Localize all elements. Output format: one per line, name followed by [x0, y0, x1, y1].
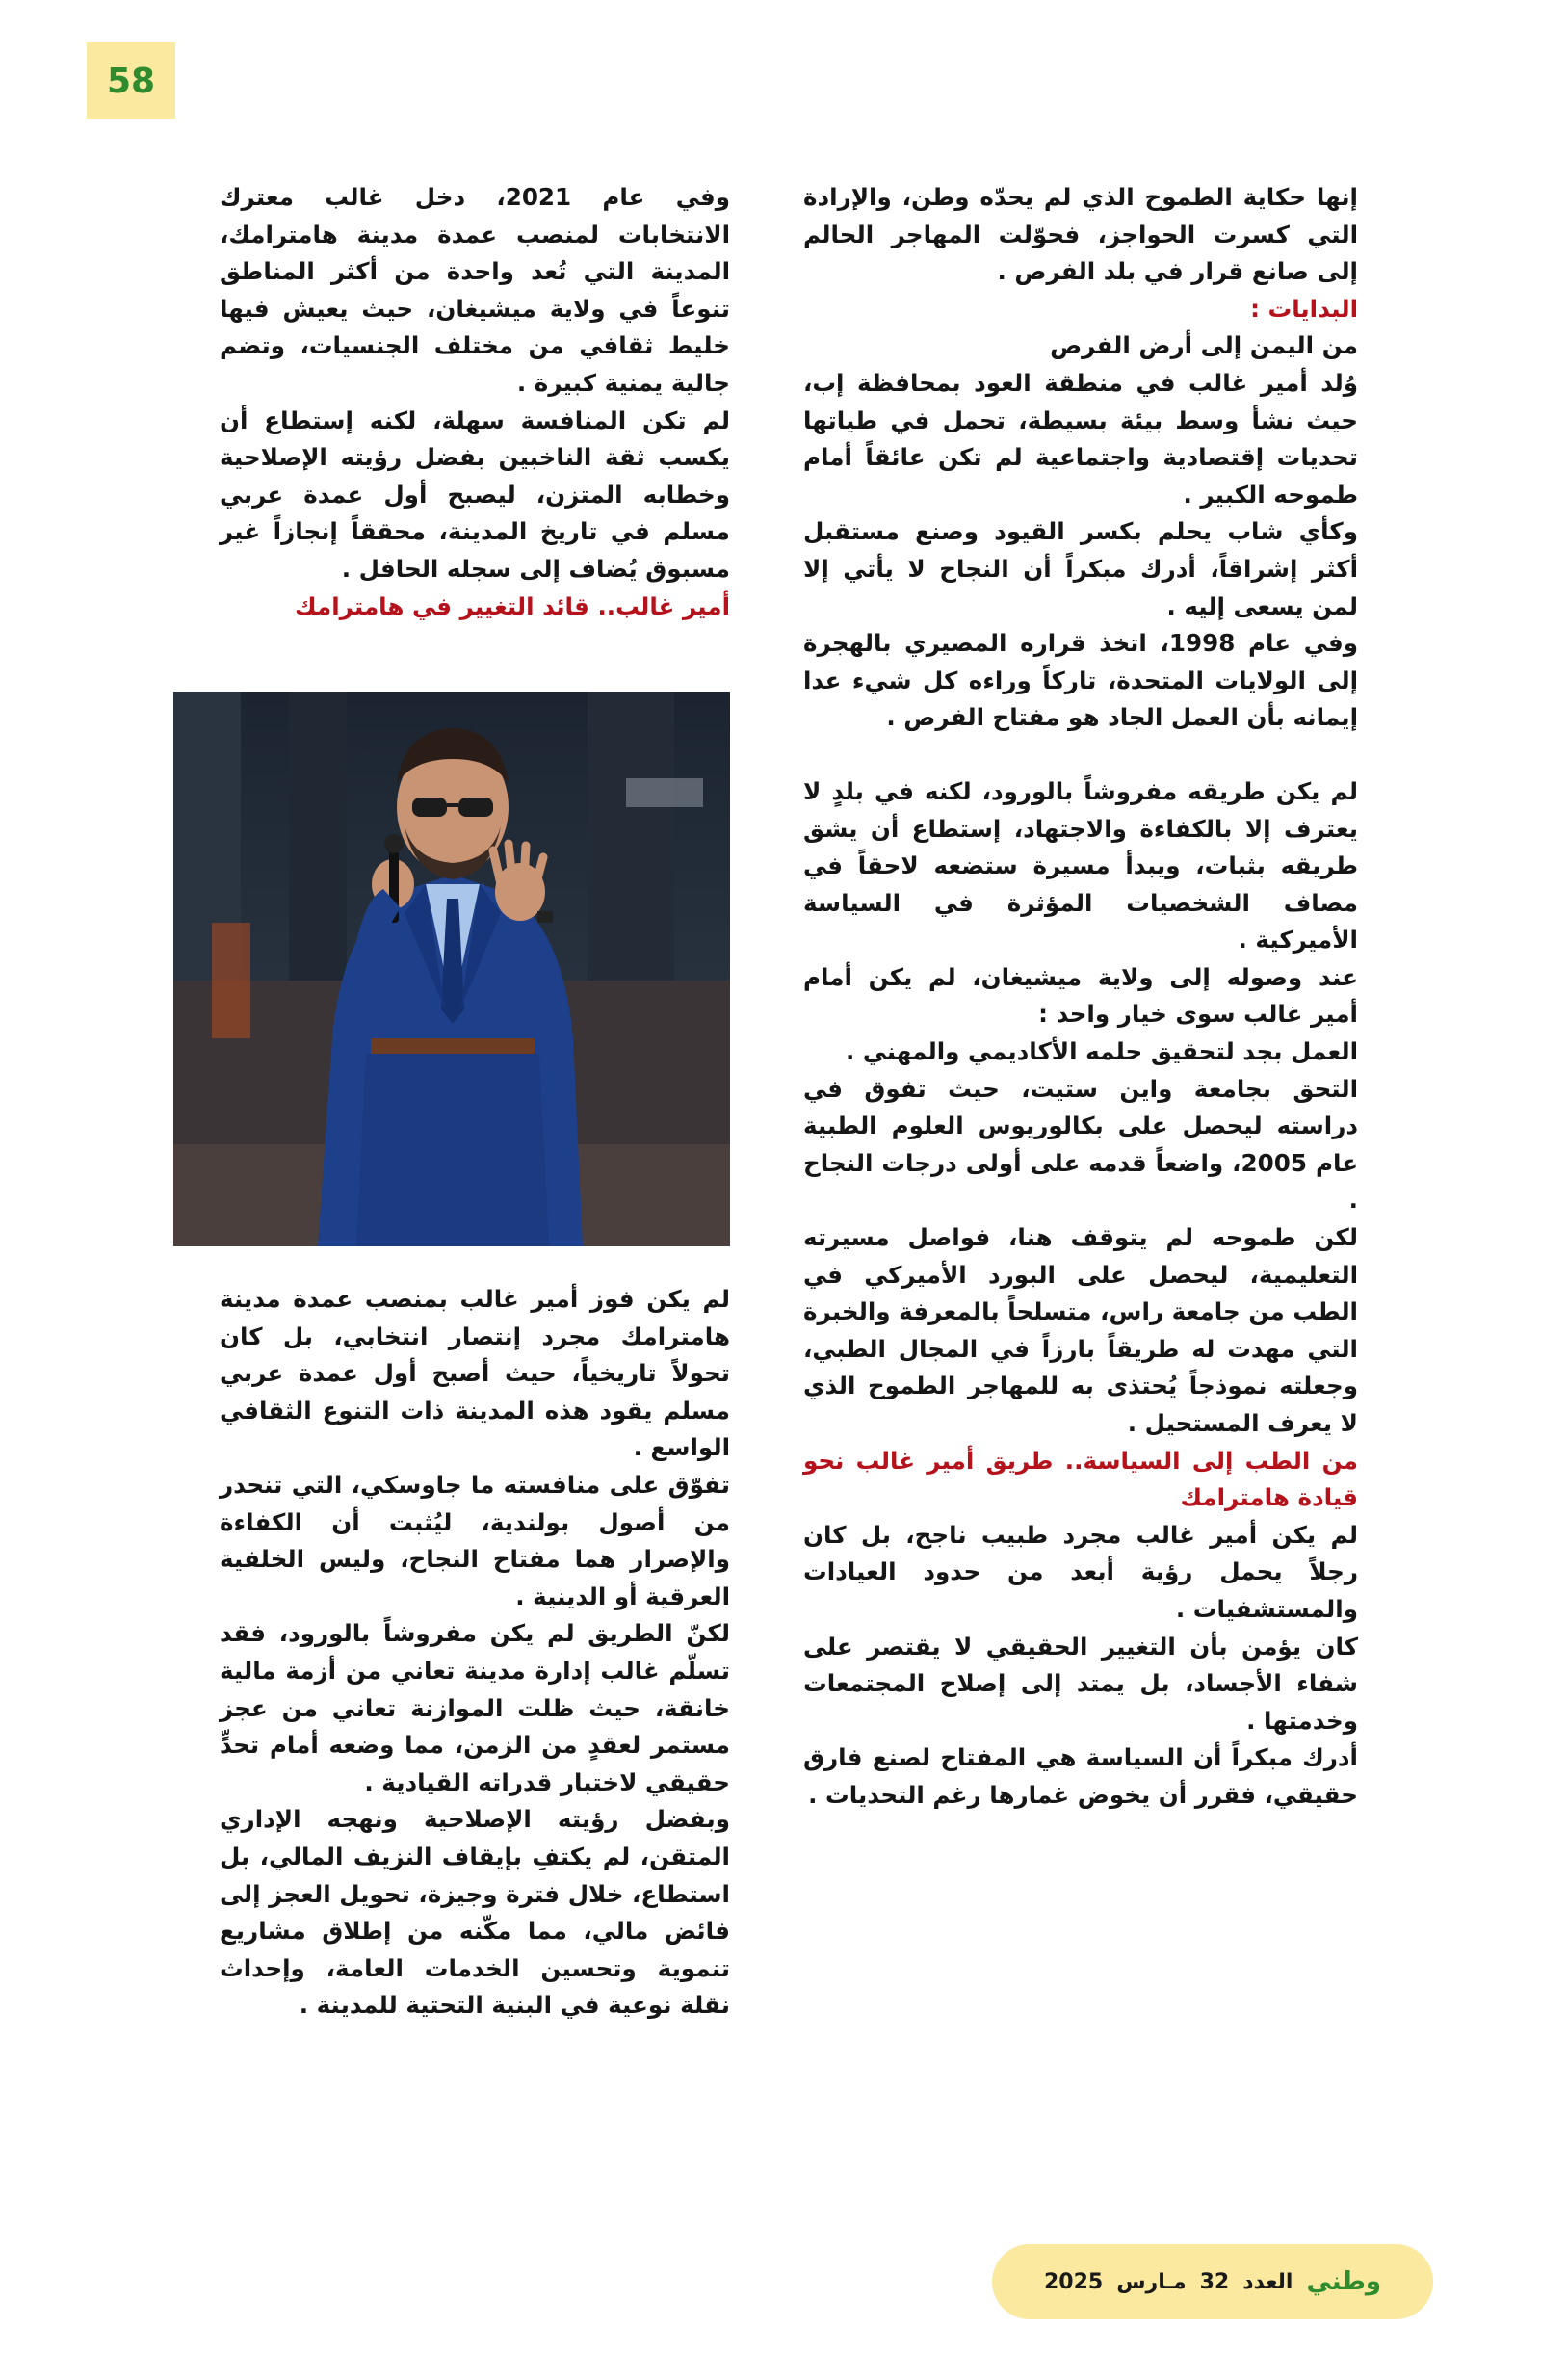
article-paragraph: التحق بجامعة واين ستيت، حيث تفوق في دراسته ليحصل على بكالوريوس العلوم الطبية عام 2005، واضعاً قدمه على أولى درجات النجاح .	[803, 1074, 1358, 1215]
article-column-left-bottom	[220, 1281, 730, 2025]
page-number: 58	[87, 42, 175, 119]
article-paragraph: أدرك مبكراً أن السياسة هي المفتاح لصنع فارق حقيقي، فقرر أن يخوض غمارها رغم التحديات .	[803, 1743, 1358, 1809]
issue-number: 32	[1199, 2269, 1230, 2294]
article-column-left-top	[220, 179, 730, 625]
mayor-photo	[173, 692, 730, 1246]
article-paragraph: من اليمن إلى أرض الفرص	[1050, 331, 1358, 360]
article-paragraph: لم يكن طريقه مفروشاً بالورود، لكنه في بلدٍ لا يعترف إلا بالكفاءة والاجتهاد، إستطاع أن يشق طريقه بثبات، ويبدأ مسيرة ستضعه لاحقاً في مصاف الشخصيات المؤثرة في السياسة الأميركية .	[803, 776, 1358, 955]
article-paragraph: وُلد أمير غالب في منطقة العود بمحافظة إب، حيث نشأ وسط بيئة بسيطة، تحمل في طياتها تحديات إقتصادية واجتماعية لم تكن عائقاً أمام طموحه الكبير .	[803, 368, 1358, 509]
article-column-right	[803, 179, 1358, 1815]
issue-month: مـارس	[1116, 2269, 1187, 2294]
issue-year: 2025	[1043, 2269, 1104, 2294]
article-paragraph: كان يؤمن بأن التغيير الحقيقي لا يقتصر على شفاء الأجساد، بل يمتد إلى إصلاح المجتمعات وخدمتها .	[803, 1632, 1358, 1735]
article-paragraph: لم يكن فوز أمير غالب بمنصب عمدة مدينة هامترامك مجرد إنتصار انتخابي، بل كان تحولاً تاريخياً، حيث أصبح أول عمدة عربي مسلم يقود هذه المدينة ذات التنوع الثقافي الواسع .	[220, 1285, 730, 1462]
article-paragraph: عند وصوله إلى ولاية ميشيغان، لم يكن أمام أمير غالب سوى خيار واحد :	[803, 962, 1358, 1029]
article-paragraph: تفوّق على منافسته ما جاوسكي، التي تنحدر من أصول بولندية، ليُثبت أن الكفاءة والإصرار هما مفتاح النجاح، وليس الخلفية العرقية أو الدينية .	[220, 1470, 730, 1610]
issue-footer	[992, 2244, 1433, 2319]
article-paragraph: إنها حكاية الطموح الذي لم يحدّه وطن، والإرادة التي كسرت الحواجز، فحوّلت المهاجر الحالم إلى صانع قرار في بلد الفرص .	[803, 183, 1358, 286]
magazine-brand: وطني	[1306, 2267, 1382, 2296]
issue-label: العدد	[1242, 2269, 1293, 2294]
article-paragraph: لم يكن أمير غالب مجرد طبيب ناجح، بل كان رجلاً يحمل رؤية أبعد من حدود العيادات والمستشفيات .	[803, 1520, 1358, 1623]
article-paragraph: لكن طموحه لم يتوقف هنا، فواصل مسيرته التعليمية، ليحصل على البورد الأميركي في الطب من جامعة راس، متسلحاً بالمعرفة والخبرة التي مهدت له طريقاً بارزاً في المجال الطبي، وجعلته نموذجاً يُحتذى به للمهاجر الطموح الذي لا يعرف المستحيل .	[803, 1223, 1358, 1437]
section-subheading: من الطب إلى السياسة.. طريق أمير غالب نحو قيادة هامترامك	[803, 1446, 1358, 1512]
article-paragraph: لم تكن المنافسة سهلة، لكنه إستطاع أن يكسب ثقة الناخبين بفضل رؤيته الإصلاحية وخطابه المتزن، ليصبح أول عمدة عربي مسلم في تاريخ المدينة، محققاً إنجازاً غير مسبوق يُضاف إلى سجله الحافل .	[220, 405, 730, 583]
article-paragraph: وفي عام 2021، دخل غالب معترك الانتخابات لمنصب عمدة مدينة هامترامك، المدينة التي تُعد واحدة من أكثر المناطق تنوعاً في ولاية ميشيغان، حيث يعيش فيها خليط ثقافي من مختلف الجنسيات، وتضم جالية يمنية كبيرة .	[220, 183, 730, 397]
article-paragraph: وبفضل رؤيته الإصلاحية ونهجه الإداري المتقن، لم يكتفِ بإيقاف النزيف المالي، بل استطاع، خلال فترة وجيزة، تحويل العجز إلى فائض مالي، مما مكّنه من إطلاق مشاريع تنموية وتحسين الخدمات العامة، وإحداث نقلة نوعية في البنية التحتية للمدينة .	[220, 1805, 730, 2020]
section-subheading: أمير غالب.. قائد التغيير في هامترامك	[295, 591, 730, 620]
article-paragraph: وكأي شاب يحلم بكسر القيود وصنع مستقبل أكثر إشراقاً، أدرك مبكراً أن النجاح لا يأتي إلا لمن يسعى إليه .	[803, 517, 1358, 620]
article-paragraph: لكنّ الطريق لم يكن مفروشاً بالورود، فقد تسلّم غالب إدارة مدينة تعاني من أزمة مالية خانقة، حيث ظلت الموازنة تعاني من عجز مستمر لعقدٍ من الزمن، مما وضعه أمام تحدٍّ حقيقي لاختبار قدراته القيادية .	[220, 1619, 730, 1796]
mayor-speaking-illustration	[173, 692, 730, 1246]
article-paragraph: وفي عام 1998، اتخذ قراره المصيري بالهجرة إلى الولايات المتحدة، تاركاً وراءه كل شيء عدا إيمانه بأن العمل الجاد هو مفتاح الفرص .	[803, 629, 1358, 732]
section-subheading: البدايات :	[1250, 294, 1358, 323]
article-paragraph: العمل بجد لتحقيق حلمه الأكاديمي والمهني .	[845, 1037, 1358, 1066]
paragraph-spacer	[803, 737, 1358, 773]
